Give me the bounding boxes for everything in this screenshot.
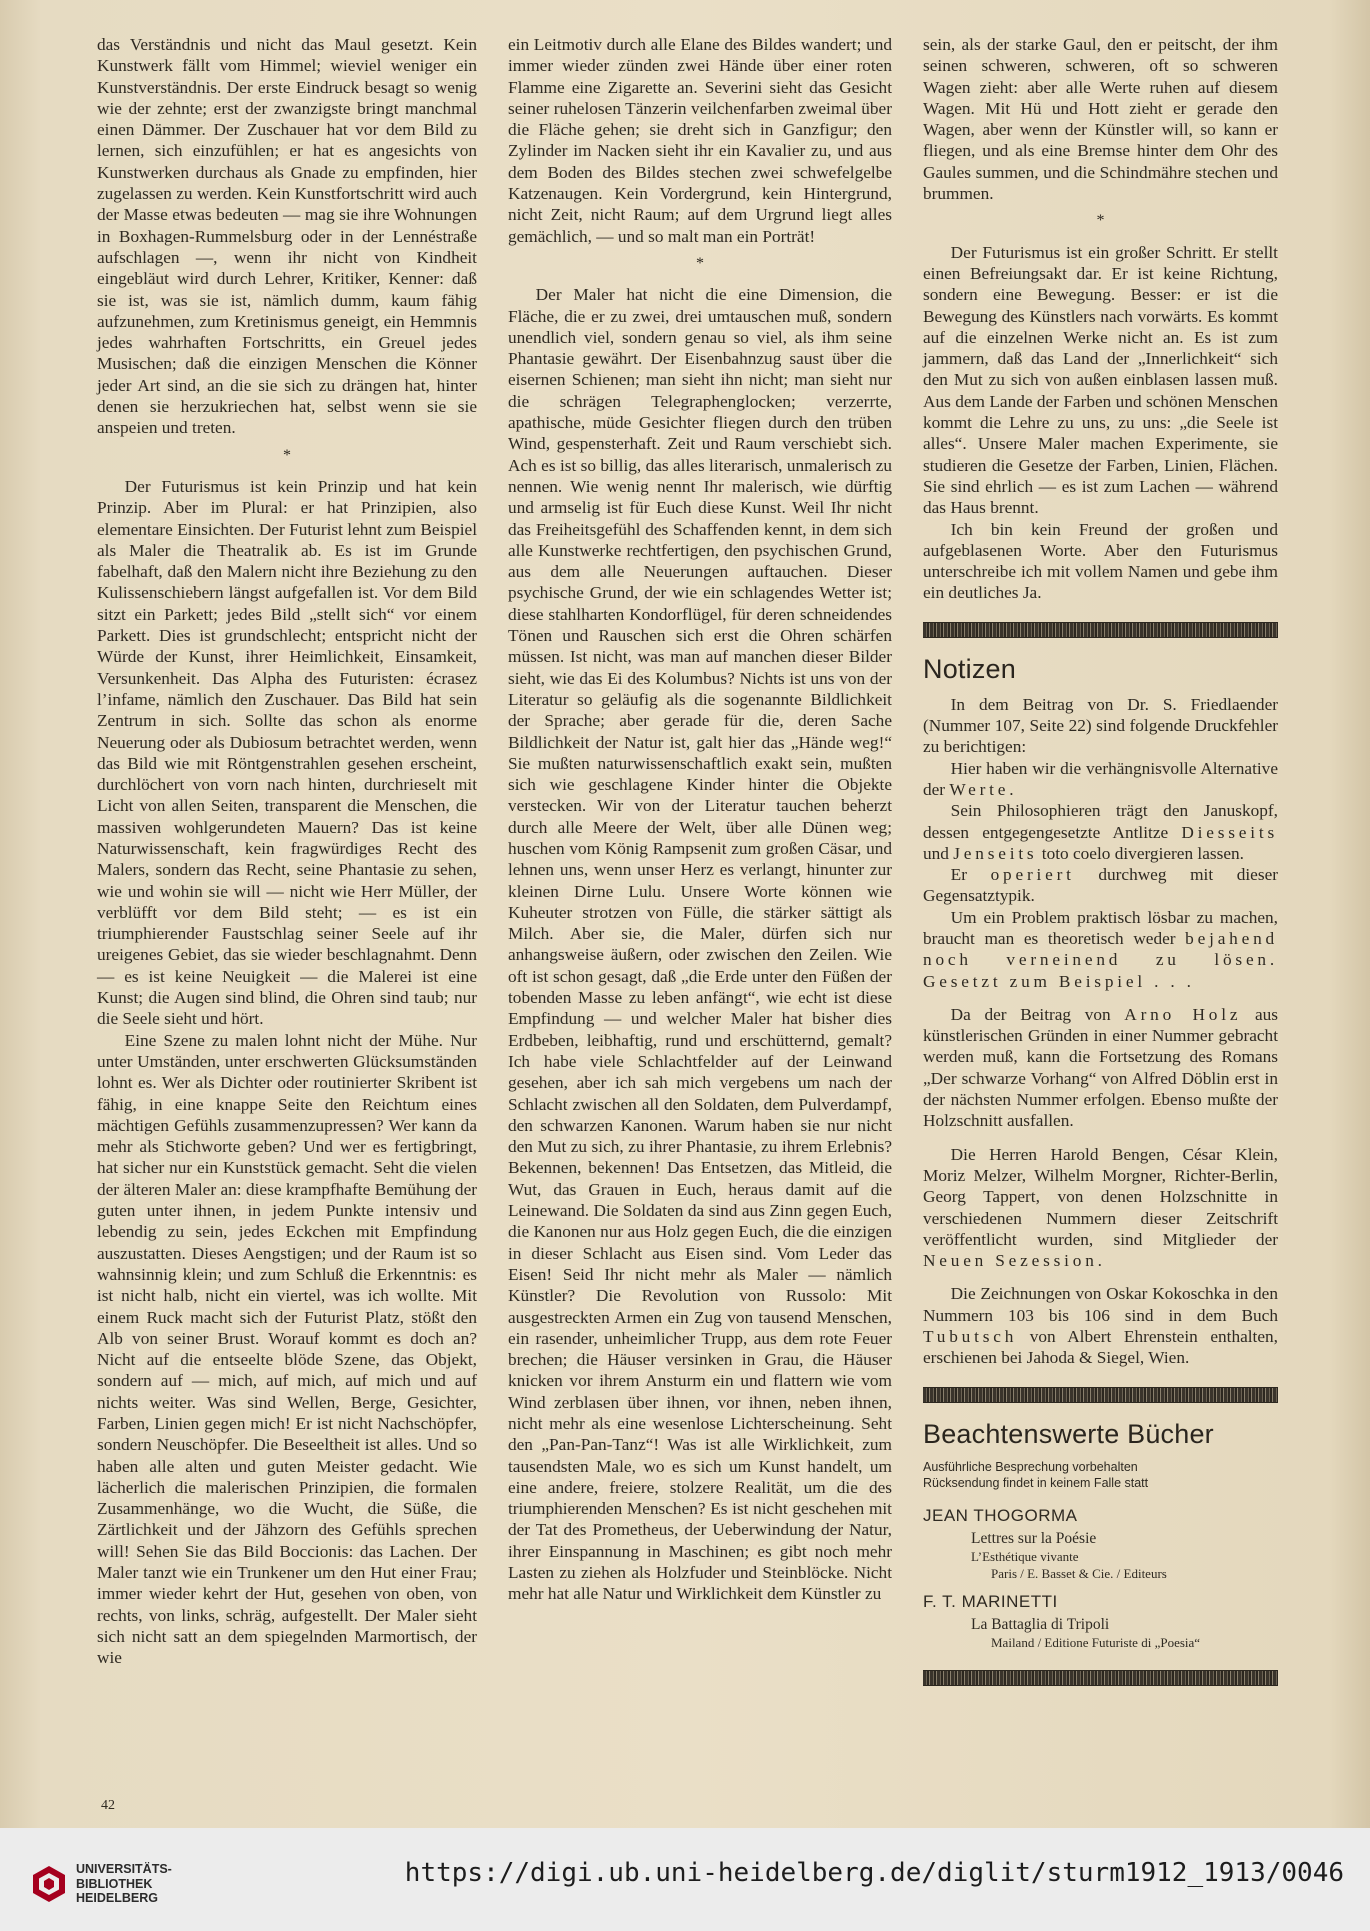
book-author: F. T. MARINETTI xyxy=(923,1591,1058,1611)
paragraph: Der Futurismus ist ein großer Schritt. Er stellt einen Befreiungsakt dar. Er ist keine Richtung, sondern eine Bewegung. Besser: er ist die Bewegung des Künstlers nach vorwärts. Es kommt auf die einzelnen Werke nicht an. Es ist zum jammern, daß das Land der „Innerlichkeit“ sich den Mut zu sich von außen einblasen lassen muß. Aus dem Lande der Farben und schönen Menschen kommt die Lehre zu uns, zu uns: „die Seele ist alles“. Unsere Maler machen Experimente, sie studieren die Gesetze der Farben, Linien, Flächen. Sie sind ehrlich — es ist zum Lachen — während das Haus brennt. xyxy=(923,242,1278,518)
notiz-paragraph: In dem Beitrag von Dr. S. Friedlaender (Nummer 107, Seite 22) sind folgende Druckfehler zu berichtigen: xyxy=(923,694,1278,757)
paragraph: sein, als der starke Gaul, den er peitscht, der ihm seinen schweren, schweren, oft so schweren Wagen zieht: aber alle Werte ruhen auf diesem Wagen. Mit Hü und Hott zieht er gerade den Wagen, aber wenn der Künstler will, so kann er fliegen, und als eine Bremse hinter dem Ohr des Gaules summen, und die Schindmähre stechen und brummen. xyxy=(923,35,1278,204)
books-note: Ausführliche Besprechung vorbehalten Rücksendung findet in keinem Falle statt xyxy=(923,1459,1149,1490)
paragraph: Eine Szene zu malen lohnt nicht der Mühe. Nur unter Umständen, unter erschwerten Glücksumständen lohnt es. Wer als Dichter oder routinierter Skribent ist fähig, in eine knappe Seite den Reichtum eines mächtigen Gefühls zusammenzupressen? Wer kann da mehr als Stichworte geben? Und wer es fertigbringt, hat sicher nur ein Kunststück gemacht. Seht die vielen der älteren Maler an: diese krampfhafte Bemühung der guten unter ihnen, in jedem Punkte intensiv und lebendig zu sein, jedes Eckchen mit Empfindung auszustatten. Dieses Aengstigen; und der Raum ist so wahnsinnig klein; und zum Schluß die Erkenntnis: es ist nicht halb, nicht ein viertel, was ich wollte. Mit einem Ruck macht sich der Futurist Platz, stößt den Alb von seiner Brust. Worauf kommt es doch an? Nicht auf die entseelte blöde Szene, das Objekt, sondern auf — mich, auf mich, auf mich und auf nichts weiter. Was sind Wellen, Berge, Gesichter, Farben, Linien gegen mich! Er ist nicht Nachschöpfer, sondern Neuschöpfer. Die Beseeltheit ist alles. Und so haben alle alten und guten Meister gedacht. Wie lächerlich die malerischen Prinzipien, die formalen Zusammenhänge, wo die Wucht, die Süße, die Zärtlichkeit und der Jähzorn des Gefühls sprechen will! Sehen Sie das Bild Boccionis: das Lachen. Der Maler tanzt wie ein Trunkener um den Hut einer Frau; immer wieder kehrt der Hut, gesehen von oben, von rechts, von links, schräg, aufgestellt. Der Maler sieht sich nicht satt an dem spiegelnden Marmortisch, der wie xyxy=(97,1030,477,1668)
page-number: 42 xyxy=(101,1798,115,1813)
notiz-paragraph: Hier haben wir die verhängnisvolle Alternative der Werte. xyxy=(923,758,1278,799)
notiz-paragraph: Da der Beitrag von Arno Holz aus künstlerischen Gründen in einer Nummer gebracht werden muß, kann die Fortsetzung des Romans „Der schwarze Vorhang“ von Alfred Döblin erst in der nächsten Nummer erfolgen. Ebenso mußte der Holzschnitt ausfallen. xyxy=(923,1004,1278,1131)
paragraph: Ich bin kein Freund der großen und aufgeblasenen Worte. Aber den Futurismus unterschreibe ich mit vollem Namen und gebe ihm ein deutliches Ja. xyxy=(923,519,1278,603)
section-separator: * xyxy=(1096,212,1105,230)
paragraph: Der Futurismus ist kein Prinzip und hat kein Prinzip. Aber im Plural: er hat Prinzipien, also elementare Einsichten. Der Futurist lehnt zum Beispiel als Maler die Theatralik ab. Es ist im Grunde fabelhaft, daß den Malern nicht ihre Beziehung zu den Kulissenschiebern längst aufgefallen ist. Vor dem Bild sitzt ein Parkett; jedes Bild „stellt sich“ vor einem Parkett. Dies ist grundschlecht; entspricht nicht der Würde der Kunst, ihrer Heimlichkeit, Einsamkeit, Versunkenheit. Das Alpha des Futuristen: écrasez l’infame, nämlich den Zuschauer. Das Bild hat sein Zentrum in sich. Sollte das schon als enorme Neuerung oder als Dubiosum betrachtet werden, wenn das Bild wie mit Röntgenstrahlen gesehen erscheint, durchlöchert von vorn nach hinten, durchrieselt mit Licht von allen Seiten, transparent die Menschen, die massiven wohlgerundeten Mauern? Das ist keine Naturwissenschaft, kein fragwürdiges Recht des Malers, sondern das Recht, seine Phantasie zu sehen, wie und wohin sie will — nicht wie Herr Müller, der verblüfft vor dem Bild steht; — es ist ein triumphierender Faustschlag seiner Seele auf ihr ureigenes Gebiet, das sie wieder beschlagnahmt. Denn — es ist keine Neuigkeit — die Malerei ist eine Kunst; die Augen sind blind, die Ohren sind taub; nur die Seele sieht und hört. xyxy=(97,476,477,1029)
section-separator: * xyxy=(696,254,704,272)
decorative-rule xyxy=(923,622,1278,638)
notiz-paragraph: Sein Philosophieren trägt den Januskopf, dessen entgegengesetzte Antlitze Diesseits und Jenseits toto coelo divergieren lassen. xyxy=(923,801,1278,863)
books-heading: Beachtenswerte Bücher xyxy=(923,1418,1214,1449)
book-publisher: Mailand / Editione Futuriste di „Poesia“ xyxy=(991,1635,1201,1651)
paragraph: das Verständnis und nicht das Maul gesetzt. Kein Kunstwerk fällt vom Himmel; wieviel weniger ein Kunstverständnis. Der erste Eindruck besagt so wenig wie der zehnte; erst der zwanzigste bringt manchmal einen Dämmer. Der Zuschauer hat vor dem Bild zu lernen, sich einzufühlen; er hat es angesichts von Kunstwerken durchaus als Gnade zu empfinden, hier zugelassen zu werden. Kein Kunstfortschritt wird auch der Masse etwas bedeuten — mag sie ihre Wohnungen in Boxhagen-Rummelsburg oder in der Lennéstraße aufschlagen —, wenn ihr nicht von Kindheit eingebläut wird durch Lehrer, Kritiker, Kenner: daß sie ist, was sie ist, nämlich dumm, kaum fähig aufzunehmen, zum Kretinismus geneigt, ein Hemmnis jedes wahrhaften Fortschritts, ein Greuel jedes Musischen; daß die einzigen Menschen die Könner jeder Art sind, an die sie sich zu drängen hat, hinter denen sie herzukriechen hat, selbst wenn sie sie anspeien und treten. xyxy=(97,35,477,438)
section-separator: * xyxy=(283,446,291,464)
permalink-url[interactable]: https://digi.ub.uni-heidelberg.de/diglit/sturm1912_1913/0046 xyxy=(404,1858,1344,1888)
book-title: Lettres sur la Poésie xyxy=(971,1529,1097,1547)
notiz-paragraph: Um ein Problem praktisch lösbar zu machen, braucht man es theoretisch weder bejahend noch verneinend zu lösen. Gesetzt zum Beispiel . . . xyxy=(923,907,1278,991)
library-name: UNIVERSITÄTS- BIBLIOTHEK HEIDELBERG xyxy=(76,1862,172,1905)
text-column-3 xyxy=(923,34,1278,1702)
book-entry xyxy=(923,1591,1278,1652)
decorative-rule xyxy=(923,1670,1278,1686)
book-title: La Battaglia di Tripoli xyxy=(971,1616,1110,1634)
notiz-paragraph: Er operiert durchweg mit dieser Gegensatztypik. xyxy=(923,865,1278,906)
decorative-rule xyxy=(923,1387,1278,1403)
notiz-paragraph: Die Zeichnungen von Oskar Kokoschka in den Nummern 103 bis 106 sind in dem Buch Tubutsch von Albert Ehrenstein enthalten, erschienen bei Jahoda & Siegel, Wien. xyxy=(923,1284,1278,1368)
notizen-heading: Notizen xyxy=(923,653,1016,684)
book-subtitle: L’Esthétique vivante xyxy=(971,1548,1079,1564)
book-entry xyxy=(923,1505,1278,1583)
text-column-2 xyxy=(508,34,892,1605)
book-publisher: Paris / E. Basset & Cie. / Editeurs xyxy=(991,1565,1167,1581)
paragraph: ein Leitmotiv durch alle Elane des Bildes wandert; und immer wieder zünden zwei Hände über einer roten Flamme eine Zigarette an. Severini sieht das Gesicht seiner ruhelosen Tänzerin veilchenfarben zweimal über die Fläche gehen; sie dreht sich in Ganzfigur; den Zylinder im Nacken sieht ihr ein Kavalier zu, und aus dem Boden des Bildes stechen zwei schwefelgelbe Katzenaugen. Kein Vordergrund, kein Hintergrund, nicht Zeit, nicht Raum; auf dem Urgrund liegt alles gemächlich, — und so malt man ein Porträt! xyxy=(508,35,892,246)
paragraph: Der Maler hat nicht die eine Dimension, die Fläche, die er zu zwei, drei umtauschen muß, sondern unendlich viel, sondern genau so viel, als ihm seine Phantasie gewährt. Der Eisenbahnzug saust über die eisernen Schienen; man sieht ihn nicht; man sieht nur die schrägen Telegraphenglocken; verzerrte, apathische, müde Gesichter fliegen durch den trüben Wind, gespensterhaft. Zeit und Raum verschiebt sich. Ach es ist so billig, das alles literarisch, unmalerisch zu nennen. Wie wenig nennt Ihr malerisch, wie dürftig und armselig ist für Euch diese Kunst. Weil Ihr nicht das Freiheitsgefühl des Schaffenden kennt, in dem sich alle Kunstwerke rechtfertigen, den psychischen Grund, aus dem alle Neuerungen auftauchen. Dieser psychische Grund, der wie ein schlagendes Wetter ist; diese stahlharten Kondorflügel, für deren schneidendes Tönen und Rauschen sich erst die Ohren schärfen müssen. Ist nicht, was man auf manchen dieser Bilder sieht, wie das Ei des Kolumbus? Nichts ist uns von der Literatur so geläufig als die sogenannte Bildlichkeit der Sprache; aber gerade für die, deren Sache Bildlichkeit der Natur ist, galt hier das „Hände weg!“ Sie mußten naturwissenschaftlich exakt sein, mußten sich wie geschlagene Kinder hinter die Objekte verstecken. Wir von der Literatur tauchen beherzt durch alle Meere der Welt, über alle Dünen weg; huschen vom König Rampsenit zum großen Cäsar, und lehnen uns, wenn unser Herz es verlangt, hinunter zur kleinen Dirne Lulu. Unsere Worte können wie Kuheuter strotzen von Fülle, die stärker sättigt als Milch. Aber sie, die Maler, dürfen sich nur anhangsweise äußern, oder zwischen den Zeilen. Wie oft ist schon gesagt, daß „die Erde unter den Füßen der tobenden Masse zu leben anfängt“, wie echt ist diese Empfindung — und welcher Maler hat bisher dies Erdbeben, leibhaftig, rund und erschütternd, gemalt? Ich habe viele Schlachtfelder auf der Leinwand gesehen, aber ich sah mich vergebens um nach der Schlacht zwischen all den Soldaten, dem Pulverdampf, den schwarzen Kanonen. Warum haben sie nur nicht den Mut zu sich, zu ihrer Phantasie, zu ihrem Erlebnis? Bekennen, bekennen! Das Entsetzen, das Mitleid, die Wut, das Grauen in Euch, heraus damit auf die Leinewand. Die Soldaten da sind aus Zinn gegen Euch, die Kanonen nur aus Holz gegen Euch, die die einzigen in dieser Schlacht aus Eisen sind. Vom Leder das Eisen! Seid Ihr nicht mehr als Maler — nämlich Künstler? Die Revolution von Russolo: Mit ausgestreckten Armen ein Zug von tausend Menschen, ein rasender, unheimlicher Trupp, aus dem rote Feuer brechen; die Häuser versinken in Grau, die Häuser knicken vor ihrem Ansturm ein und flattern wie vom Wind zerblasen über ihnen, vor ihnen, neben ihnen, nicht mehr als eine wesenlose Lichterscheinung. Seht den „Pan-Pan-Tanz“! Was ist alle Wirklichkeit, zum tausendsten Male, wo es sich um Kunst handelt, um eine andere, freiere, stolzere Realität, um die des triumphierenden Menschen? Es ist nicht geschehen mit der Tat des Prometheus, der Ueberwindung der Natur, ihrer Einspannung in Maschinen; es gibt noch mehr Lasten zu ziehen als Holzfuder und Steinblöcke. Nicht mehr hat alle Natur und Wirklichkeit dem Künstler zu xyxy=(508,285,892,1604)
viewer-footer xyxy=(0,1828,1370,1931)
book-author: JEAN THOGORMA xyxy=(923,1505,1078,1525)
library-logo-icon xyxy=(29,1864,69,1904)
notiz-paragraph: Die Herren Harold Bengen, César Klein, Moriz Melzer, Wilhelm Morgner, Richter-Berlin, Georg Tappert, von denen Holzschnitte in verschiedenen Nummern dieser Zeitschrift veröffentlicht wurden, sind Mitglieder der Neuen Sezession. xyxy=(923,1144,1278,1271)
text-column-1 xyxy=(97,34,477,1669)
